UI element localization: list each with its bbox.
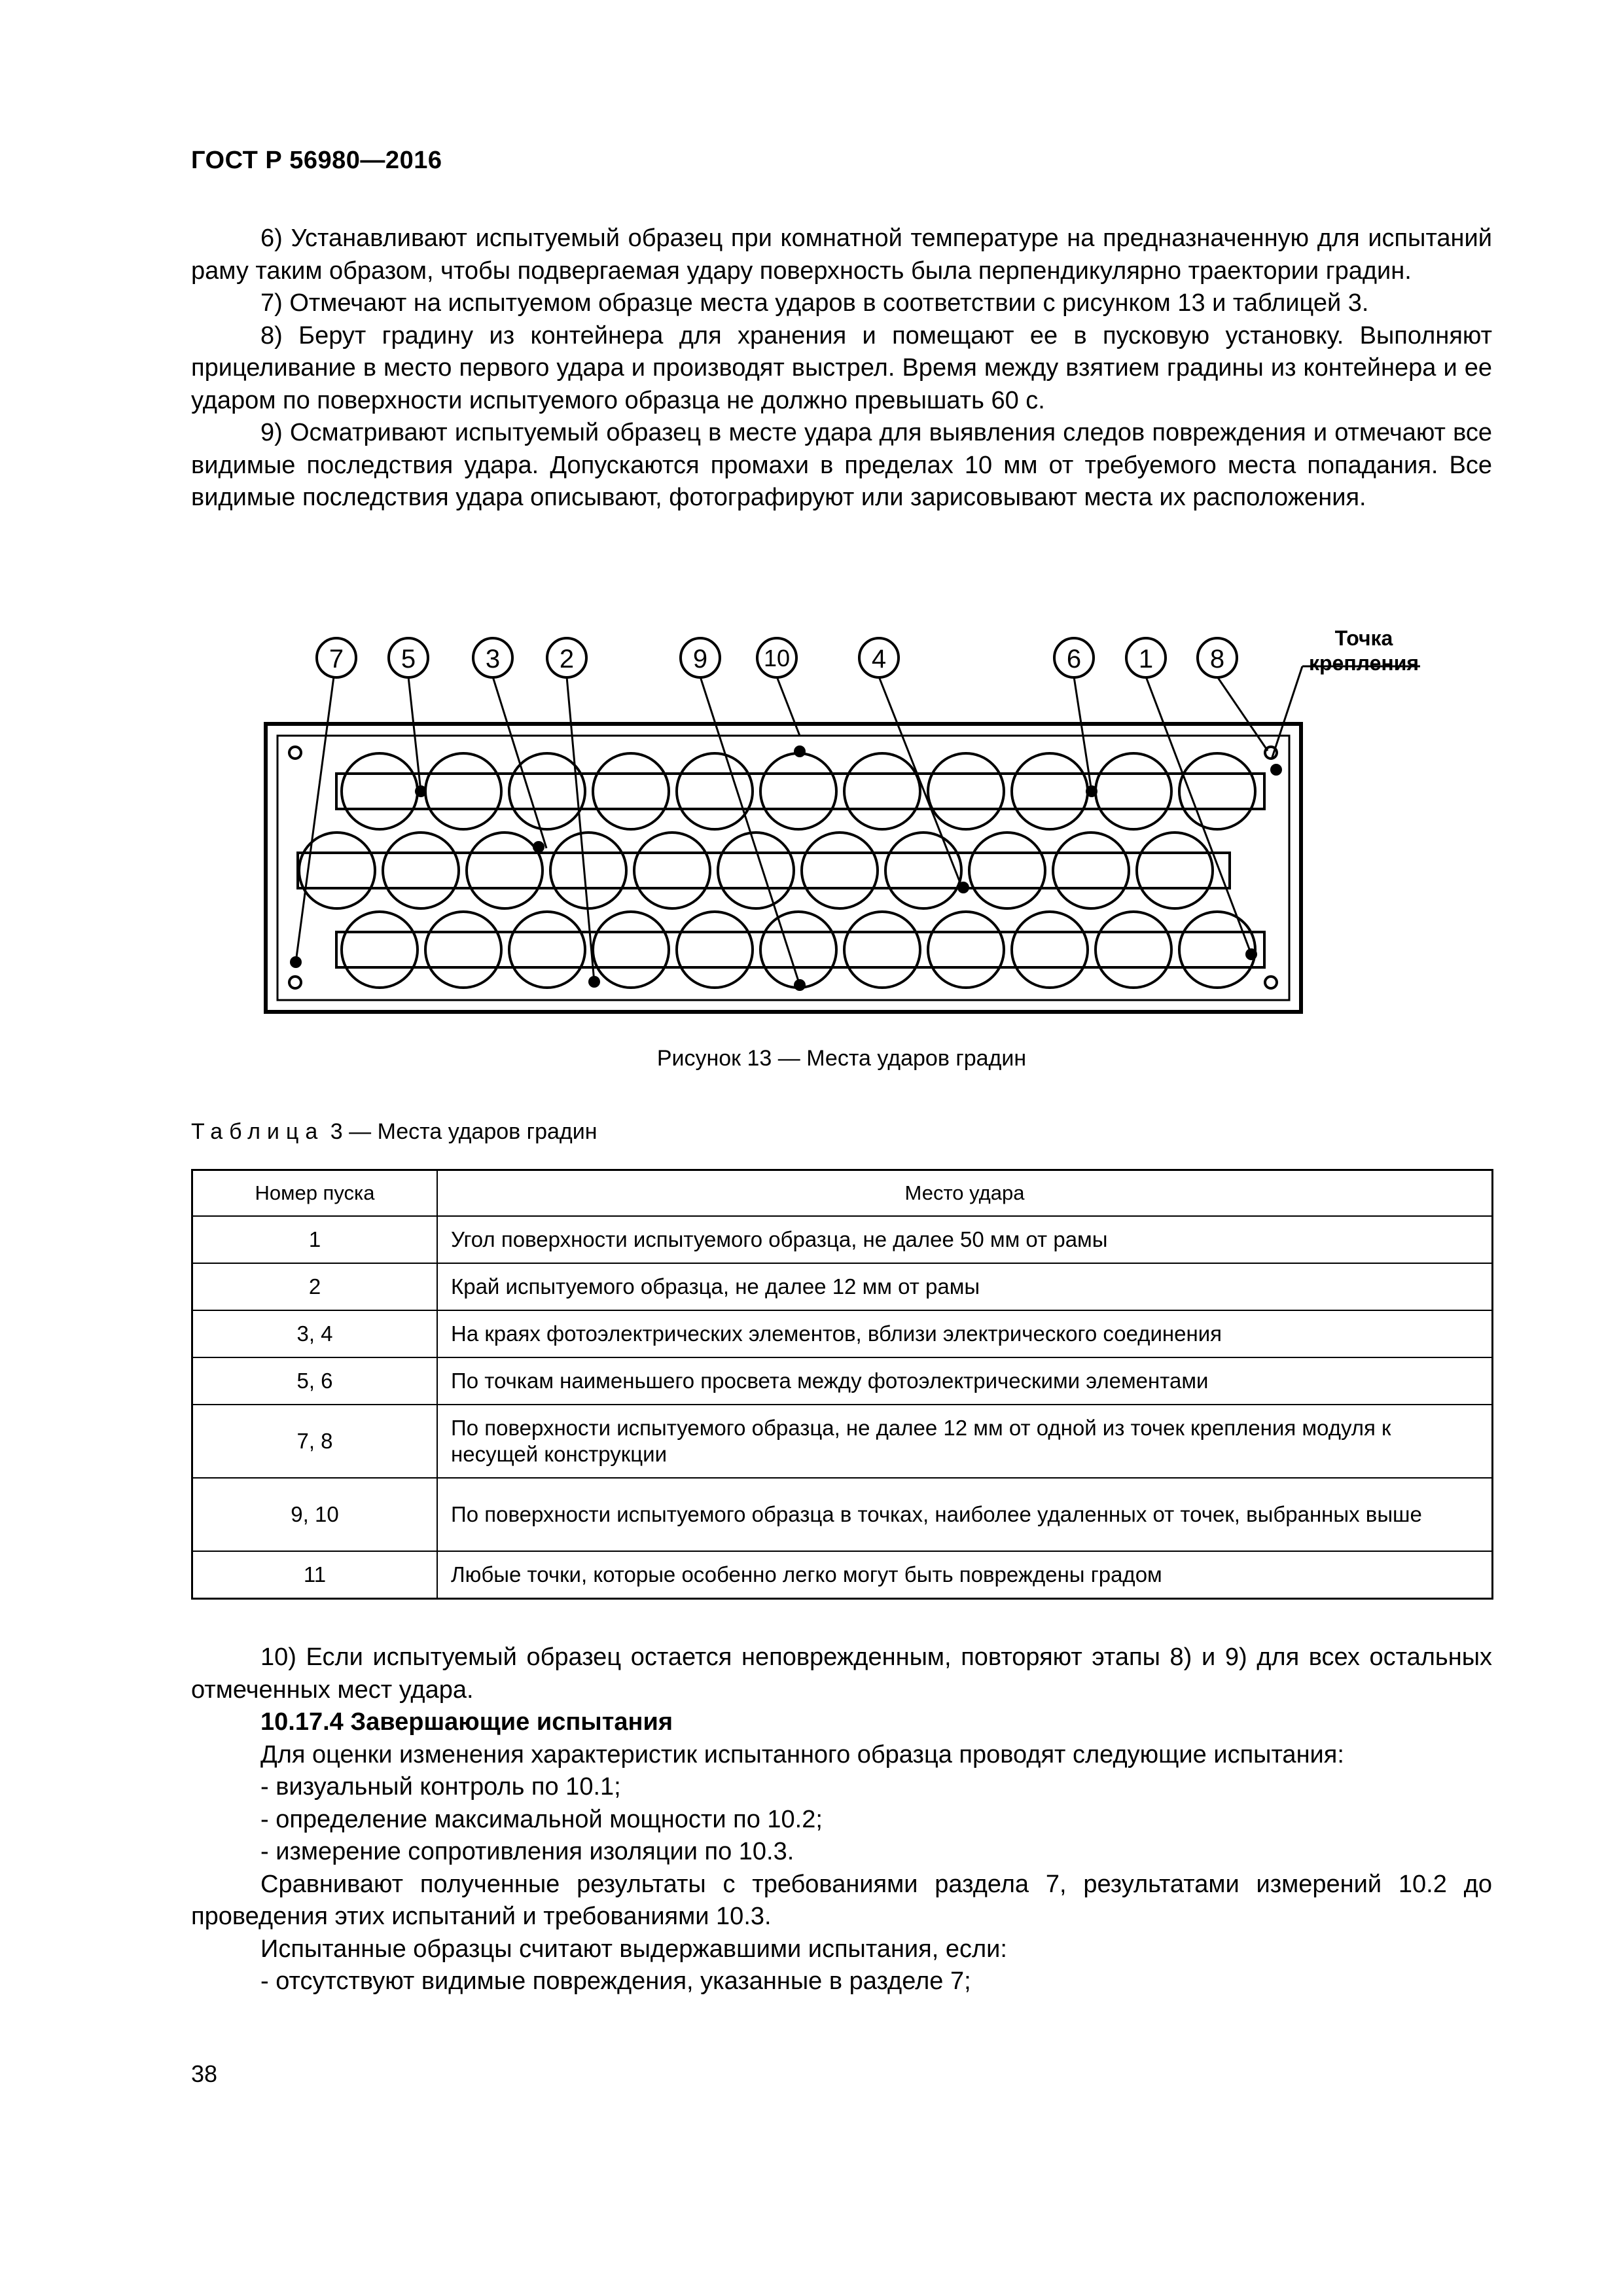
table-row: [192, 1263, 1493, 1310]
attachment-point-label-line2: крепления: [1308, 651, 1419, 675]
compare-text: Сравнивают полученные результаты с требованиями раздела 7, результатами измерений 10.2 до проведения этих испытаний и требованиями 10.3.: [191, 1870, 1492, 1930]
test-item: - определение максимальной мощности по 10.2;: [260, 1805, 823, 1833]
impact-label-5: 5: [401, 645, 416, 673]
table-row: [192, 1405, 1493, 1478]
step-9: 9) Осматривают испытуемый образец в месте удара для выявления следов повреждения и отмечают все видимые последствия удара. Допускаются промахи в пределах 10 мм от требуемого места попадания. Все видимые последствия удара описывают, фотографируют или зарисовывают места их расположения.: [191, 419, 1492, 511]
row-num: 1: [192, 1216, 438, 1263]
figure-caption: Рисунок 13 — Места ударов градин: [656, 1046, 1027, 1071]
row-desc: По поверхности испытуемого образца, не далее 12 мм от одной из точек крепления модуля к несущей конструкции: [437, 1405, 1493, 1478]
cell-row-bottom: [342, 912, 1255, 988]
impact-points: [290, 745, 1282, 991]
final-section: [191, 1641, 1492, 1998]
row-num: 7, 8: [192, 1405, 438, 1478]
row-num: 9, 10: [192, 1478, 438, 1551]
mount-hole-icon: [289, 747, 301, 759]
table-row: [192, 1357, 1493, 1405]
passed-criteria: Испытанные образцы считают выдержавшими испытания, если:: [260, 1935, 1007, 1963]
impact-label-4: 4: [871, 645, 887, 673]
row-desc: Любые точки, которые особенно легко могут быть повреждены градом: [437, 1551, 1493, 1598]
leader-lines: [296, 666, 1420, 985]
document-header: ГОСТ Р 56980—2016: [191, 147, 442, 174]
col-header-launch-number: Номер пуска: [192, 1170, 438, 1217]
impact-label-2: 2: [559, 645, 575, 673]
table-caption: [191, 1119, 597, 1145]
impact-label-6: 6: [1066, 645, 1082, 673]
col-header-impact-location: Место удара: [437, 1170, 1493, 1217]
table-caption-prefix: Таблица: [191, 1119, 325, 1144]
test-item: - визуальный контроль по 10.1;: [260, 1773, 621, 1801]
test-item: - измерение сопротивления изоляции по 10.3.: [260, 1838, 794, 1865]
impact-locations-table: [191, 1169, 1493, 1600]
step-7: 7) Отмечают на испытуемом образце места ударов в соответствии с рисунком 13 и таблицей 3.: [260, 289, 1369, 317]
step-10: 10) Если испытуемый образец остается неповрежденным, повторяют этапы 8) и 9) для всех остальных отмеченных мест удара.: [191, 1643, 1492, 1704]
row-desc: Край испытуемого образца, не далее 12 мм от рамы: [437, 1263, 1493, 1310]
cell-strings: [298, 774, 1264, 967]
table-row: [192, 1310, 1493, 1357]
impact-label-8: 8: [1209, 645, 1225, 673]
table-row: [192, 1216, 1493, 1263]
section-heading: 10.17.4 Завершающие испытания: [260, 1708, 673, 1736]
cells: [299, 753, 1255, 988]
step-8: 8) Берут градину из контейнера для хранения и помещают ее в пусковую установку. Выполняют прицеливание в место первого удара и производят выстрел. Время между взятием градины из контейнера и ее ударом по поверхности испытуемого образца не должно превышать 60 с.: [191, 321, 1492, 414]
table-row: [192, 1478, 1493, 1551]
criterion-item: - отсутствуют видимые повреждения, указанные в разделе 7;: [260, 1967, 971, 1995]
cell-row-middle: [299, 833, 1213, 908]
table-row: [192, 1551, 1493, 1598]
mount-hole-icon: [1265, 977, 1277, 988]
page-number: 38: [191, 2060, 218, 2087]
mount-hole-icon: [289, 977, 301, 988]
row-desc: По точкам наименьшего просвета между фотоэлектрическими элементами: [437, 1357, 1493, 1405]
cell-row-top: [342, 753, 1255, 829]
impact-label-7: 7: [329, 645, 344, 673]
table-caption-text: 3 — Места ударов градин: [330, 1119, 597, 1144]
impact-label-1: 1: [1138, 645, 1154, 673]
row-desc: Угол поверхности испытуемого образца, не далее 50 мм от рамы: [437, 1216, 1493, 1263]
row-num: 11: [192, 1551, 438, 1598]
row-desc: По поверхности испытуемого образца в точках, наиболее удаленных от точек, выбранных выше: [437, 1478, 1493, 1551]
impact-label-3: 3: [485, 645, 501, 673]
impact-label-9: 9: [692, 645, 708, 673]
step-6: 6) Устанавливают испытуемый образец при комнатной температуре на предназначенную для испытаний раму таким образом, чтобы подвергаемая удару поверхность была перпендикулярно траектории градин.: [191, 224, 1492, 285]
row-num: 3, 4: [192, 1310, 438, 1357]
tests-intro: Для оценки изменения характеристик испытанного образца проводят следующие испытания:: [260, 1740, 1344, 1768]
row-num: 2: [192, 1263, 438, 1310]
row-desc: На краях фотоэлектрических элементов, вблизи электрического соединения: [437, 1310, 1493, 1357]
row-num: 5, 6: [192, 1357, 438, 1405]
impact-locations-figure: [0, 0, 1623, 1047]
impact-label-10: 10: [763, 645, 791, 672]
table-header-row: [192, 1170, 1493, 1217]
attachment-point-label-line1: Точка: [1334, 626, 1393, 650]
